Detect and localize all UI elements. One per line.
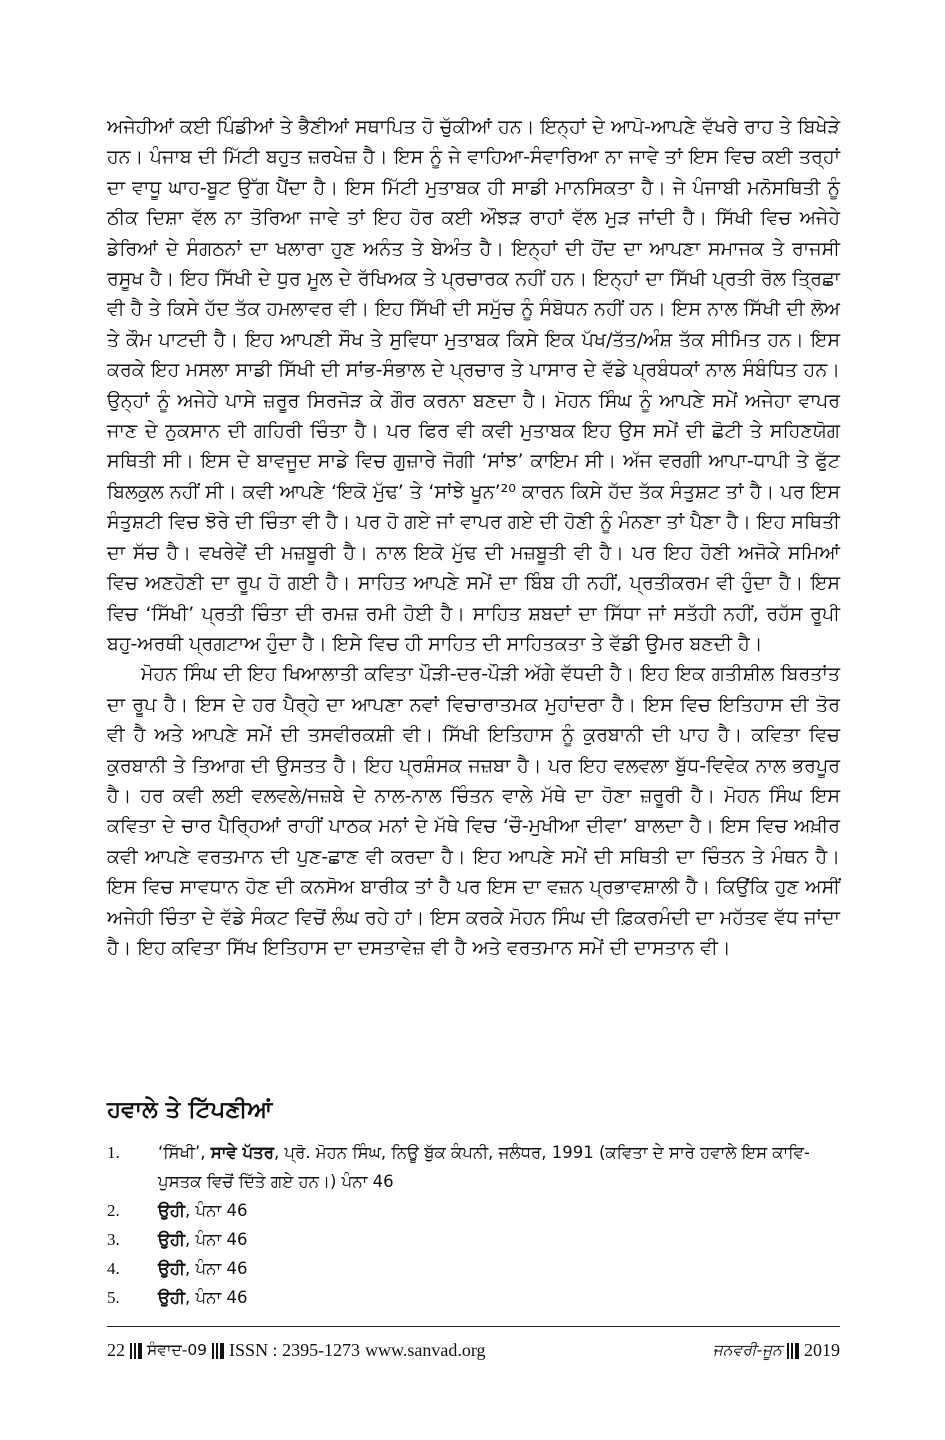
reference-item-5 — [107, 1283, 840, 1312]
reference-title: ਸਾਵੇ ਪੱਤਰ — [210, 1143, 274, 1162]
footer-right — [713, 1340, 840, 1361]
reference-item-1 — [107, 1138, 840, 1196]
body-paragraph-1: ਅਜੇਹੀਆਂ ਕਈ ਪਿੰਡੀਆਂ ਤੇ ਭੈਣੀਆਂ ਸਥਾਪਿਤ ਹੋ ਚੁੱਕੀਆਂ ਹਨ। ਇਨ੍ਹਾਂ ਦੇ ਆਪੋ-ਆਪਣੇ ਵੱਖਰੇ ਰਾਹ ਤੇ ਬਿਖੇੜੇ ਹਨ। ਪੰਜਾਬ ਦੀ ਮਿੱਟੀ ਬਹੁਤ ਜ਼ਰਖੇਜ਼ ਹੈ। ਇਸ ਨੂੰ ਜੇ ਵਾਹਿਆ-ਸੰਵਾਰਿਆ ਨਾ ਜਾਵੇ ਤਾਂ ਇਸ ਵਿਚ ਕਈ ਤਰ੍ਹਾਂ ਦਾ ਵਾਧੂ ਘਾਹ-ਬੂਟ ਉੱਗ ਪੈਂਦਾ ਹੈ। ਇਸ ਮਿੱਟੀ ਮੁਤਾਬਕ ਹੀ ਸਾਡੀ ਮਾਨਸਿਕਤਾ ਹੈ। ਜੇ ਪੰਜਾਬੀ ਮਨੋਸਥਿਤੀ ਨੂੰ ਠੀਕ ਦਿਸ਼ਾ ਵੱਲ ਨਾ ਤੋਰਿਆ ਜਾਵੇ ਤਾਂ ਇਹ ਹੋਰ ਕਈ ਔਝੜ ਰਾਹਾਂ ਵੱਲ ਮੁੜ ਜਾਂਦੀ ਹੈ। ਸਿੱਖੀ ਵਿਚ ਅਜੇਹੇ ਡੇਰਿਆਂ ਦੇ ਸੰਗਠਨਾਂ ਦਾ ਖਲਾਰਾ ਹੁਣ ਅਨੰਤ ਤੇ ਬੇਅੰਤ ਹੈ। ਇਨ੍ਹਾਂ ਦੀ ਹੋਂਦ ਦਾ ਆਪਣਾ ਸਮਾਜਕ ਤੇ ਰਾਜਸੀ ਰਸੂਖ ਹੈ। ਇਹ ਸਿੱਖੀ ਦੇ ਧੁਰ ਮੂਲ ਦੇ ਰੱਖਿਅਕ ਤੇ ਪ੍ਰਚਾਰਕ ਨਹੀਂ ਹਨ। ਇਨ੍ਹਾਂ ਦਾ ਸਿੱਖੀ ਪ੍ਰਤੀ ਰੋਲ ਤ੍ਰਿਛਾ ਵੀ ਹੈ ਤੇ ਕਿਸੇ ਹੱਦ ਤੱਕ ਹਮਲਾਵਰ ਵੀ। ਇਹ ਸਿੱਖੀ ਦੀ ਸਮੁੱਚ ਨੂੰ ਸੰਬੋਧਨ ਨਹੀਂ ਹਨ। ਇਸ ਨਾਲ ਸਿੱਖੀ ਦੀ ਲੋਅ ਤੇ ਕੌਮ ਪਾਟਦੀ ਹੈ। ਇਹ ਆਪਣੀ ਸੌਖ ਤੇ ਸੁਵਿਧਾ ਮੁਤਾਬਕ ਕਿਸੇ ਇਕ ਪੱਖ/ਤੱਤ/ਅੰਸ਼ ਤੱਕ ਸੀਮਿਤ ਹਨ। ਇਸ ਕਰਕੇ ਇਹ ਮਸਲਾ ਸਾਡੀ ਸਿੱਖੀ ਦੀ ਸਾਂਭ-ਸੰਭਾਲ ਦੇ ਪ੍ਰਚਾਰ ਤੇ ਪਾਸਾਰ ਦੇ ਵੱਡੇ ਪ੍ਰਬੰਧਕਾਂ ਨਾਲ ਸੰਬੰਧਿਤ ਹਨ। ਉਨ੍ਹਾਂ ਨੂੰ ਅਜੇਹੇ ਪਾਸੇ ਜ਼ਰੂਰ ਸਿਰਜੋੜ ਕੇ ਗੌਰ ਕਰਨਾ ਬਣਦਾ ਹੈ। ਮੋਹਨ ਸਿੰਘ ਨੂੰ ਆਪਣੇ ਸਮੇਂ ਅਜੇਹਾ ਵਾਪਰ ਜਾਣ ਦੇ ਨੁਕਸਾਨ ਦੀ ਗਹਿਰੀ ਚਿੰਤਾ ਹੈ। ਪਰ ਫਿਰ ਵੀ ਕਵੀ ਮੁਤਾਬਕ ਇਹ ਉਸ ਸਮੇਂ ਦੀ ਛੋਟੀ ਤੇ ਸਹਿਣਯੋਗ ਸਥਿਤੀ ਸੀ। ਇਸ ਦੇ ਬਾਵਜੂਦ ਸਾਡੇ ਵਿਚ ਗੁਜ਼ਾਰੇ ਜੋਗੀ ‘ਸਾਂਝ’ ਕਾਇਮ ਸੀ। ਅੱਜ ਵਰਗੀ ਆਪਾ-ਧਾਪੀ ਤੇ ਫੁੱਟ ਬਿਲਕੁਲ ਨਹੀਂ ਸੀ। ਕਵੀ ਆਪਣੇ ‘ਇਕੋ ਮੁੱਢ’ ਤੇ ‘ਸਾਂਝੇ ਖੂਨ’²⁰ ਕਾਰਨ ਕਿਸੇ ਹੱਦ ਤੱਕ ਸੰਤੁਸ਼ਟ ਤਾਂ ਹੈ। ਪਰ ਇਸ ਸੰਤੁਸ਼ਟੀ ਵਿਚ ਝੋਰੇ ਦੀ ਚਿੰਤਾ ਵੀ ਹੈ। ਪਰ ਹੋ ਗਏ ਜਾਂ ਵਾਪਰ ਗਏ ਦੀ ਹੋਣੀ ਨੂੰ ਮੰਨਣਾ ਤਾਂ ਪੈਣਾ ਹੈ। ਇਹ ਸਥਿਤੀ ਦਾ ਸੱਚ ਹੈ। ਵਖਰੇਵੇਂ ਦੀ ਮਜ਼ਬੂਰੀ ਹੈ। ਨਾਲ ਇਕੋ ਮੁੱਢ ਦੀ ਮਜ਼ਬੂਤੀ ਵੀ ਹੈ। ਪਰ ਇਹ ਹੋਣੀ ਅਜੋਕੇ ਸਮਿਆਂ ਵਿਚ ਅਣਹੋਣੀ ਦਾ ਰੂਪ ਹੋ ਗਈ ਹੈ। ਸਾਹਿਤ ਆਪਣੇ ਸਮੇਂ ਦਾ ਬਿੰਬ ਹੀ ਨਹੀਂ, ਪ੍ਰਤੀਕਰਮ ਵੀ ਹੁੰਦਾ ਹੈ। ਇਸ ਵਿਚ ‘ਸਿੱਖੀ’ ਪ੍ਰਤੀ ਚਿੰਤਾ ਦੀ ਰਮਜ਼ ਰਮੀ ਹੋਈ ਹੈ। ਸਾਹਿਤ ਸ਼ਬਦਾਂ ਦਾ ਸਿੱਧਾ ਜਾਂ ਸਤੱਹੀ ਨਹੀਂ, ਰਹੱਸ ਰੂਪੀ ਬਹੁ-ਅਰਥੀ ਪ੍ਰਗਟਾਅ ਹੁੰਦਾ ਹੈ। ਇਸੇ ਵਿਚ ਹੀ ਸਾਹਿਤ ਦੀ ਸਾਹਿਤਕਤਾ ਤੇ ਵੱਡੀ ਉਮਰ ਬਣਦੀ ਹੈ। — [107, 116, 840, 655]
reference-details: , ਪ੍ਰੋ. ਮੋਹਨ ਸਿੰਘ, ਨਿਊ ਬੁੱਕ ਕੰਪਨੀ, ਜਲੰਧਰ, 1991 (ਕਵਿਤਾ ਦੇ ਸਾਰੇ ਹਵਾਲੇ ਇਸ ਕਾਵਿ-ਪੁਸਤਕ ਵਿਚੋਂ ਦਿੱਤੇ ਗਏ ਹਨ।) ਪੰਨਾ 46 — [158, 1143, 810, 1191]
reference-text — [158, 1254, 840, 1283]
reference-number: 4. — [107, 1259, 120, 1278]
page-number: 22 — [107, 1340, 125, 1360]
reference-details: , ਪੰਨਾ 46 — [185, 1230, 248, 1249]
article-body — [107, 112, 840, 963]
reference-text — [158, 1225, 840, 1254]
references-heading: ਹਵਾਲੇ ਤੇ ਟਿੱਪਣੀਆਂ — [107, 1097, 273, 1123]
reference-details: , ਪੰਨਾ 46 — [185, 1288, 248, 1307]
references-list — [107, 1138, 840, 1312]
issue-year: 2019 — [804, 1340, 840, 1360]
reference-number: 2. — [107, 1201, 120, 1220]
reference-item-2 — [107, 1196, 840, 1225]
reference-number: 5. — [107, 1288, 120, 1307]
reference-title: ਉਹੀ — [158, 1259, 186, 1278]
separator-bars-icon — [212, 1343, 224, 1359]
issue-period: ਜਨਵਰੀ-ਜੂਨ — [712, 1341, 782, 1359]
reference-title: ਉਹੀ — [158, 1201, 186, 1220]
reference-details: , ਪੰਨਾ 46 — [185, 1259, 248, 1278]
issn: ISSN : 2395-1273 — [229, 1340, 361, 1360]
footer-left — [107, 1340, 486, 1361]
reference-item-4 — [107, 1254, 840, 1283]
reference-item-3 — [107, 1225, 840, 1254]
reference-text — [158, 1138, 840, 1196]
reference-text — [158, 1196, 840, 1225]
body-paragraph-2: ਮੋਹਨ ਸਿੰਘ ਦੀ ਇਹ ਖਿਆਲਾਤੀ ਕਵਿਤਾ ਪੌੜੀ-ਦਰ-ਪੌੜੀ ਅੱਗੇ ਵੱਧਦੀ ਹੈ। ਇਹ ਇਕ ਗਤੀਸ਼ੀਲ ਬਿਰਤਾਂਤ ਦਾ ਰੂਪ ਹੈ। ਇਸ ਦੇ ਹਰ ਪੈਰ੍ਹੇ ਦਾ ਆਪਣਾ ਨਵਾਂ ਵਿਚਾਰਾਤਮਕ ਮੁਹਾਂਦਰਾ ਹੈ। ਇਸ ਵਿਚ ਇਤਿਹਾਸ ਦੀ ਤੋਰ ਵੀ ਹੈ ਅਤੇ ਆਪਣੇ ਸਮੇਂ ਦੀ ਤਸਵੀਰਕਸ਼ੀ ਵੀ। ਸਿੱਖੀ ਇਤਿਹਾਸ ਨੂੰ ਕੁਰਬਾਨੀ ਦੀ ਪਾਹ ਹੈ। ਕਵਿਤਾ ਵਿਚ ਕੁਰਬਾਨੀ ਤੇ ਤਿਆਗ ਦੀ ਉਸਤਤ ਹੈ। ਇਹ ਪ੍ਰਸ਼ੰਸਕ ਜਜ਼ਬਾ ਹੈ। ਪਰ ਇਹ ਵਲਵਲਾ ਬੁੱਧ-ਵਿਵੇਕ ਨਾਲ ਭਰਪੂਰ ਹੈ। ਹਰ ਕਵੀ ਲਈ ਵਲਵਲੇ/ਜਜ਼ਬੇ ਦੇ ਨਾਲ-ਨਾਲ ਚਿੰਤਨ ਵਾਲੇ ਮੱਥੇ ਦਾ ਹੋਣਾ ਜ਼ਰੂਰੀ ਹੈ। ਮੋਹਨ ਸਿੰਘ ਇਸ ਕਵਿਤਾ ਦੇ ਚਾਰ ਪੈਰ੍ਹਿਆਂ ਰਾਹੀਂ ਪਾਠਕ ਮਨਾਂ ਦੇ ਮੱਥੇ ਵਿਚ ‘ਚੌ-ਮੁਖੀਆ ਦੀਵਾ’ ਬਾਲਦਾ ਹੈ। ਇਸ ਵਿਚ ਅਖ਼ੀਰ ਕਵੀ ਆਪਣੇ ਵਰਤਮਾਨ ਦੀ ਪੁਣ-ਛਾਣ ਵੀ ਕਰਦਾ ਹੈ। ਇਹ ਆਪਣੇ ਸਮੇਂ ਦੀ ਸਥਿਤੀ ਦਾ ਚਿੰਤਨ ਤੇ ਮੰਥਨ ਹੈ। ਇਸ ਵਿਚ ਸਾਵਧਾਨ ਹੋਣ ਦੀ ਕਨਸੋਅ ਬਾਰੀਕ ਤਾਂ ਹੈ ਪਰ ਇਸ ਦਾ ਵਜ਼ਨ ਪ੍ਰਭਾਵਸ਼ਾਲੀ ਹੈ। ਕਿਉਂਕਿ ਹੁਣ ਅਸੀਂ ਅਜੇਹੀ ਚਿੰਤਾ ਦੇ ਵੱਡੇ ਸੰਕਟ ਵਿਚੋਂ ਲੰਘ ਰਹੇ ਹਾਂ। ਇਸ ਕਰਕੇ ਮੋਹਨ ਸਿੰਘ ਦੀ ਫ਼ਿਕਰਮੰਦੀ ਦਾ ਮਹੱਤਵ ਵੱਧ ਜਾਂਦਾ ਹੈ। ਇਹ ਕਵਿਤਾ ਸਿੱਖ ਇਤਿਹਾਸ ਦਾ ਦਸਤਾਵੇਜ਼ ਵੀ ਹੈ ਅਤੇ ਵਰਤਮਾਨ ਸਮੇਂ ਦੀ ਦਾਸਤਾਨ ਵੀ। — [107, 663, 840, 959]
separator-bars-icon — [130, 1343, 142, 1359]
website-link[interactable]: www.sanvad.org — [365, 1340, 486, 1360]
reference-title: ਉਹੀ — [158, 1288, 186, 1307]
reference-number: 3. — [107, 1230, 120, 1249]
reference-number: 1. — [107, 1143, 120, 1162]
reference-title: ਉਹੀ — [158, 1230, 186, 1249]
reference-details: , ਪੰਨਾ 46 — [185, 1201, 248, 1220]
page-footer — [107, 1326, 840, 1361]
reference-prefix: ‘ਸਿੱਖੀ’, — [158, 1143, 211, 1162]
separator-bars-icon — [787, 1343, 799, 1359]
reference-text — [158, 1283, 840, 1312]
journal-name: ਸੰਵਾਦ-09 — [147, 1341, 208, 1359]
